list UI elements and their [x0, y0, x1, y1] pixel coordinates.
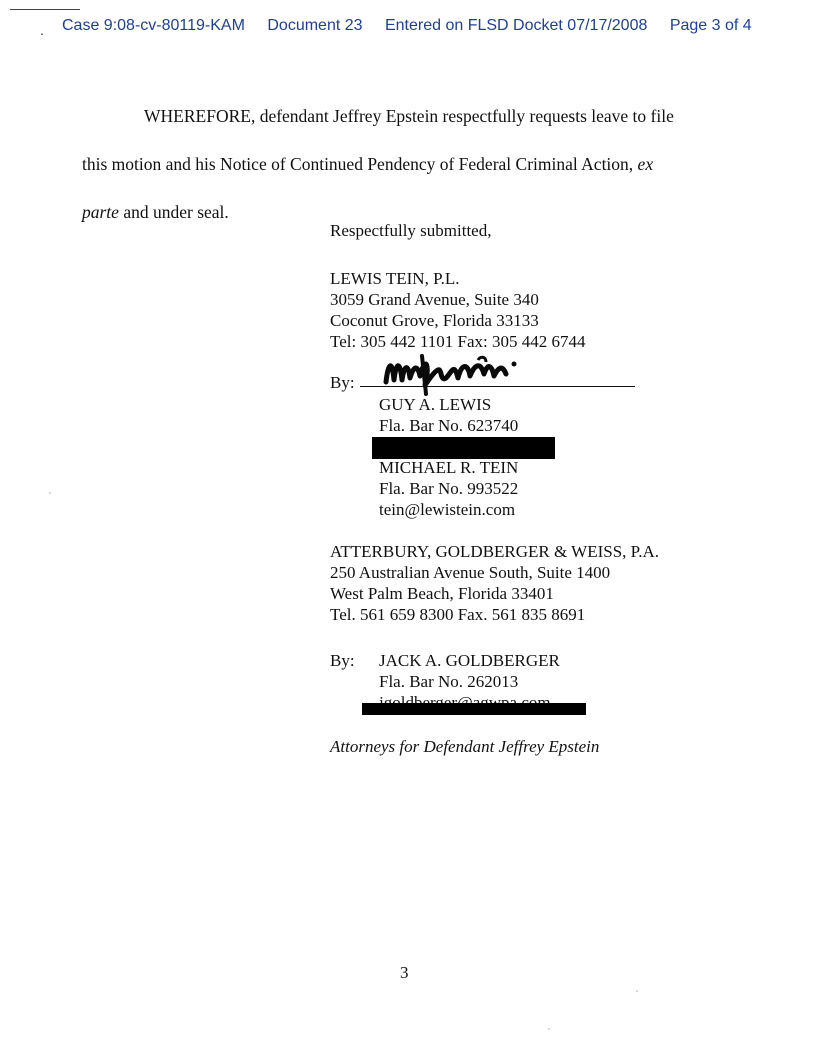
- firm2-address2: West Palm Beach, Florida 33401: [330, 584, 554, 603]
- attorney-tein-email: tein@lewistein.com: [379, 500, 516, 519]
- paragraph-line-2: this motion and his Notice of Continued Pendency of Federal Criminal Action,: [82, 154, 638, 174]
- attorney-lewis-bar: Fla. Bar No. 623740: [379, 416, 519, 435]
- document-number: Document 23: [267, 17, 363, 34]
- docket-header: [62, 17, 752, 35]
- firm2-block: [330, 541, 659, 625]
- firm2-by-label: By:: [330, 651, 355, 670]
- paragraph-italic-parte: parte: [82, 202, 119, 222]
- scan-speck: [49, 492, 51, 494]
- wherefore-paragraph: [82, 92, 722, 236]
- attorney-tein-name: MICHAEL R. TEIN: [379, 458, 519, 477]
- firm1-block: [330, 268, 586, 352]
- firm1-attorney2: [330, 457, 518, 520]
- header-dot: .: [40, 22, 44, 38]
- firm1-attorneys: [330, 394, 518, 436]
- page-number: 3: [400, 963, 409, 982]
- firm1-by-label: By:: [330, 373, 355, 392]
- firm1-address1: 3059 Grand Avenue, Suite 340: [330, 290, 539, 309]
- entered-date: Entered on FLSD Docket 07/17/2008: [384, 17, 648, 34]
- redaction-bar: [372, 437, 555, 459]
- firm2-name: ATTERBURY, GOLDBERGER & WEISS, P.A.: [330, 542, 660, 561]
- paragraph-line-3: and under seal.: [118, 202, 229, 222]
- scan-mark: [10, 9, 80, 10]
- case-number: Case 9:08-cv-80119-KAM: [62, 17, 245, 34]
- redaction-bar-email: [362, 703, 586, 715]
- attorney-goldberger-bar: Fla. Bar No. 262013: [379, 672, 519, 691]
- scan-speck: [548, 1028, 550, 1030]
- attorneys-for-line: [330, 736, 599, 757]
- closing: Respectfully submitted,: [330, 221, 492, 240]
- page-indicator: Page 3 of 4: [669, 17, 752, 34]
- firm1-address2: Coconut Grove, Florida 33133: [330, 311, 539, 330]
- paragraph-italic-ex: ex: [637, 154, 654, 174]
- paragraph-line-1: WHEREFORE, defendant Jeffrey Epstein respectfully requests leave to file: [144, 106, 674, 126]
- firm1-name: LEWIS TEIN, P.L.: [330, 269, 460, 288]
- firm2-phone: Tel. 561 659 8300 Fax. 561 835 8691: [330, 605, 586, 624]
- firm2-address1: 250 Australian Avenue South, Suite 1400: [330, 563, 611, 582]
- handwritten-signature: [382, 352, 542, 396]
- firm1-phone: Tel: 305 442 1101 Fax: 305 442 6744: [330, 332, 586, 351]
- attorney-lewis-name: GUY A. LEWIS: [379, 395, 492, 414]
- attorney-tein-bar: Fla. Bar No. 993522: [379, 479, 519, 498]
- scan-speck: [636, 990, 638, 992]
- attorney-goldberger-name: JACK A. GOLDBERGER: [379, 651, 560, 670]
- attorneys-for: Attorneys for Defendant Jeffrey Epstein: [330, 737, 600, 756]
